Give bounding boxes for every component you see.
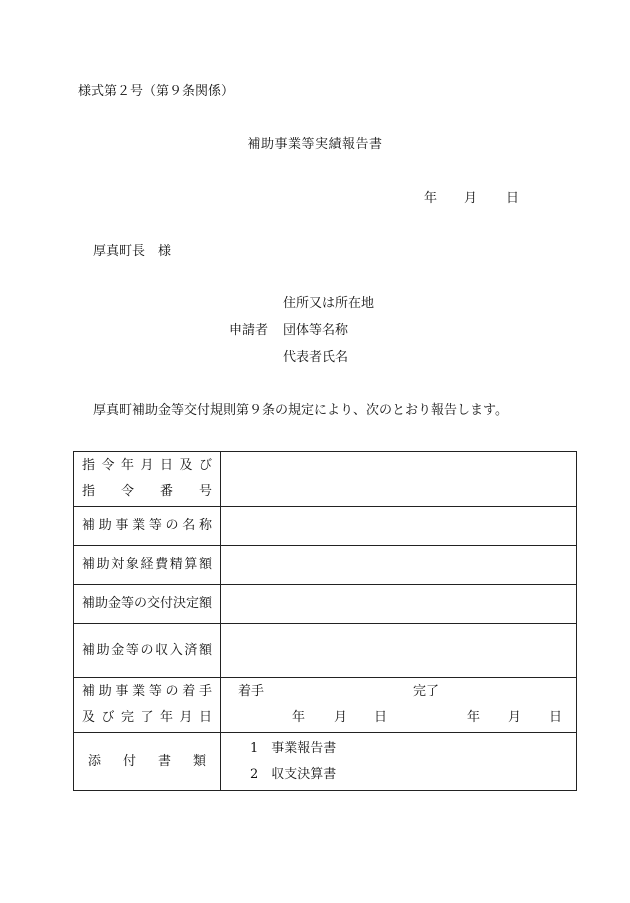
project-name-label: 補助事業等の名称 [82, 518, 212, 533]
attachment-item: 1 事業報告書 [250, 740, 337, 756]
table-row [74, 624, 577, 678]
project-name-label-cell [74, 507, 221, 546]
start-day-label: 日 [374, 710, 388, 725]
table-row [74, 507, 577, 546]
order-date-number-field[interactable] [221, 452, 577, 507]
date-month-label: 月 [464, 191, 478, 206]
attachments-field [221, 733, 577, 791]
grant-decision-label-cell [74, 585, 221, 624]
document-title: 補助事業等実績報告書 [247, 137, 383, 152]
grant-decision-label: 補助金等の交付決定額 [82, 596, 213, 611]
date-day-label: 日 [506, 191, 520, 206]
addressee: 厚真町長 様 [93, 244, 172, 259]
start-year-label: 年 [292, 710, 306, 725]
table-row [74, 585, 577, 624]
settled-expense-field[interactable] [221, 546, 577, 585]
attachments-label-cell [74, 733, 221, 791]
settled-expense-label-cell [74, 546, 221, 585]
order-date-label: 指令年月日及び [82, 458, 212, 473]
table-row [74, 452, 577, 507]
end-month-label: 月 [508, 710, 522, 725]
order-date-number-label-cell [74, 452, 221, 507]
applicant-label: 申請者 [229, 323, 269, 338]
table-row [74, 546, 577, 585]
project-name-field[interactable] [221, 507, 577, 546]
report-table [73, 451, 577, 791]
settled-expense-label: 補助対象経費精算額 [82, 557, 212, 572]
address-label: 住所又は所在地 [283, 296, 375, 311]
organization-name-label: 団体等名称 [283, 323, 349, 338]
table-row [74, 733, 577, 791]
end-day-label: 日 [549, 710, 563, 725]
table-row [74, 678, 577, 733]
end-date-label: 及び完了年月日 [82, 710, 212, 725]
order-number-label: 指令番号 [82, 484, 212, 499]
received-amount-field[interactable] [221, 624, 577, 678]
received-amount-label: 補助金等の収入済額 [82, 642, 212, 658]
attachment-item: 2 収支決算書 [250, 766, 337, 782]
start-date-label: 補助事業等の着手 [82, 684, 212, 699]
start-month-label: 月 [334, 710, 348, 725]
start-label: 着手 [238, 684, 265, 699]
grant-decision-field[interactable] [221, 585, 577, 624]
start-end-date-field[interactable] [221, 678, 577, 733]
end-year-label: 年 [467, 710, 481, 725]
start-end-date-label-cell [74, 678, 221, 733]
received-amount-label-cell [74, 624, 221, 678]
date-year-label: 年 [424, 191, 438, 206]
representative-name-label: 代表者氏名 [283, 350, 349, 365]
end-label: 完了 [413, 684, 440, 699]
attachments-label: 添付書類 [88, 753, 206, 769]
intro-text: 厚真町補助金等交付規則第９条の規定により、次のとおり報告します。 [93, 403, 508, 418]
form-number: 様式第２号（第９条関係） [78, 84, 235, 99]
